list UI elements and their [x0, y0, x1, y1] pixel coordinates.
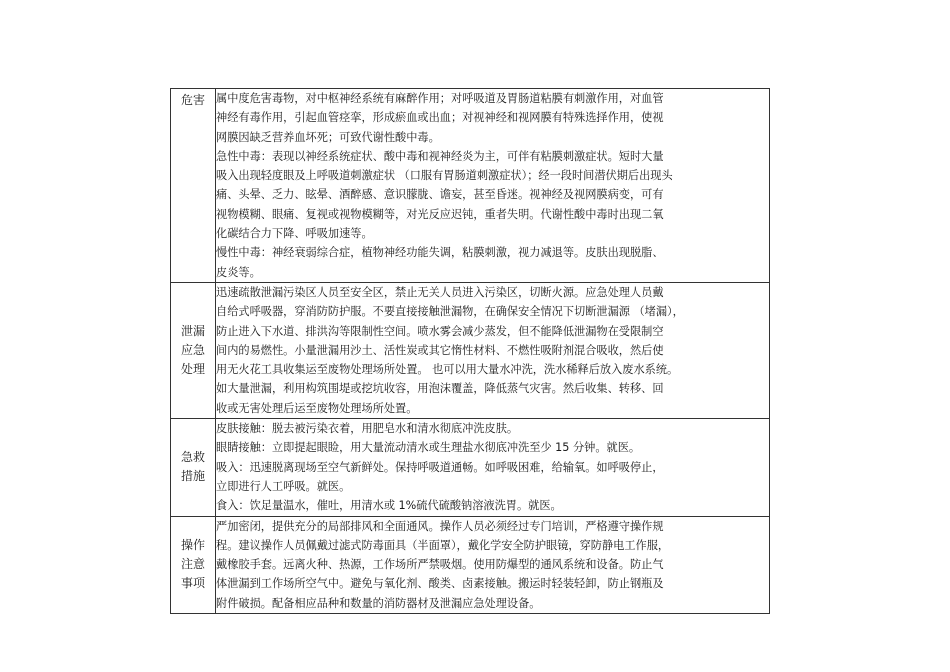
- row-label: 危害: [171, 89, 216, 283]
- row-content: [216, 89, 770, 283]
- text-line: 如大量泄漏，利用构筑围堤或挖坑收容，用泡沫覆盖，降低蒸气灾害。然后收集、转移、回: [216, 382, 664, 396]
- text-line: 属中度危害毒物，对中枢神经系统有麻醉作用；对呼吸道及胃肠道粘膜有刺激作用，对血管: [216, 92, 664, 105]
- text-line: 戴橡胶手套。远离火种、热源，工作场所严禁吸烟。使用防爆型的通风系统和设备。防止气: [216, 558, 664, 572]
- text-line: 吸入：迅速脱离现场至空气新鲜处。保持呼吸道通畅。如呼吸困难，给输氧。如呼吸停止，: [216, 460, 664, 474]
- text-line: 慢性中毒：神经衰弱综合症，植物神经功能失调，粘膜刺激，视力减退等。皮肤出现脱脂、: [216, 246, 664, 260]
- text-line: 急性中毒：表现以神经系统症状、酸中毒和视神经炎为主，可伴有粘膜刺激症状。短时大量: [216, 149, 664, 163]
- row-content: [216, 516, 770, 613]
- text-line: 间内的易燃性。小量泄漏用沙土、活性炭或其它惰性材料、不燃性吸附剂混合吸收，然后使: [216, 343, 664, 357]
- text-line: 眼睛接触：立即提起眼睑，用大量流动清水或生理盐水彻底冲洗至少 15 分钟。就医。: [216, 441, 641, 455]
- text-line: 迅速疏散泄漏污染区人员至安全区，禁止无关人员进入污染区，切断火源。应急处理人员戴: [216, 285, 664, 299]
- row-label: 急救措施: [171, 419, 216, 516]
- table-row-hazard: [171, 89, 770, 283]
- hazard-info-table: [170, 88, 770, 614]
- text-line: 收或无害处理后运至废物处理场所处置。: [216, 401, 418, 415]
- text-line: 皮炎等。: [216, 265, 261, 279]
- text-line: 严加密闭，提供充分的局部排风和全面通风。操作人员必须经过专门培训，严格遵守操作规: [216, 519, 664, 533]
- text-line: 痛、头晕、乏力、眩晕、酒醉感、意识朦胧、谵妄，甚至昏迷。视神经及视网膜病变，可有: [216, 188, 664, 202]
- table-row-leak-response: [171, 282, 770, 418]
- text-line: 用无火花工具收集运至废物处理场所处置。 也可以用大量水冲洗，洗水稀释后放入废水系统。: [216, 363, 679, 377]
- row-label: 泄漏应急处理: [171, 282, 216, 418]
- table-row-handling-precautions: [171, 516, 770, 613]
- text-line: 防止进入下水道、排洪沟等限制性空间。喷水雾会减少蒸发，但不能降低泄漏物在受限制空: [216, 324, 664, 338]
- text-line: 吸入出现轻度眼及上呼吸道刺激症状 （口服有胃肠道刺激症状）；经一段时间潜伏期后出现头: [216, 169, 673, 183]
- text-line: 自给式呼吸器，穿消防防护服。不要直接接触泄漏物，在确保安全情况下切断泄漏源 （堵漏），: [216, 305, 684, 319]
- row-content: [216, 419, 770, 516]
- row-content: [216, 282, 770, 418]
- text-line: 视物模糊、眼痛、复视或视物模糊等，对光反应迟钝，重者失明。代谢性酸中毒时出现二氧: [216, 207, 664, 221]
- row-label: 操作注意事项: [171, 516, 216, 613]
- text-line: 食入：饮足量温水，催吐，用清水或 1%硫代硫酸钠溶液洗胃。就医。: [216, 499, 562, 513]
- text-line: 皮肤接触：脱去被污染衣着，用肥皂水和清水彻底冲洗皮肤。: [216, 422, 519, 436]
- text-line: 化碳结合力下降、呼吸加速等。: [216, 227, 373, 241]
- text-line: 附件破损。配备相应品种和数量的消防器材及泄漏应急处理设备。: [216, 596, 541, 610]
- text-line: 神经有毒作用，引起血管痉挛，形成瘀血或出血；对视神经和视网膜有特殊选择作用，使视: [216, 111, 664, 125]
- text-line: 程。建议操作人员佩戴过滤式防毒面具（半面罩），戴化学安全防护眼镜，穿防静电工作服，: [216, 538, 670, 552]
- text-line: 体泄漏到工作场所空气中。避免与氧化剂、酸类、卤素接触。搬运时轻装轻卸，防止钢瓶及: [216, 577, 664, 591]
- text-line: 网膜因缺乏营养血坏死；可致代谢性酸中毒。: [216, 130, 440, 144]
- table-row-first-aid: [171, 419, 770, 516]
- text-line: 立即进行人工呼吸。就医。: [216, 479, 351, 493]
